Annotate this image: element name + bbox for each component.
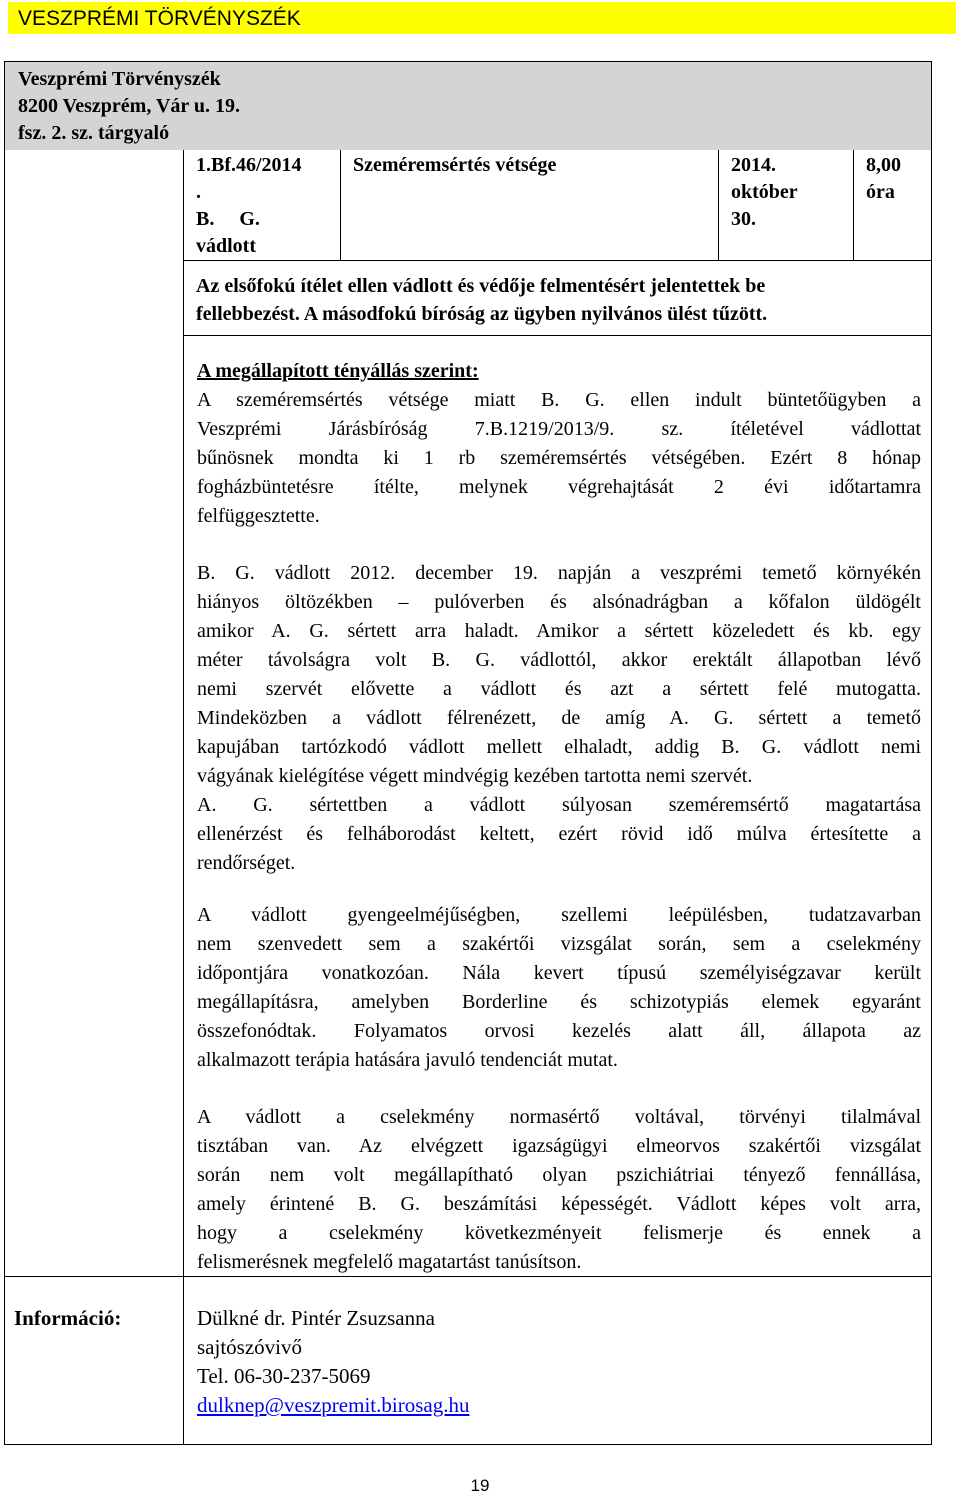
facts-paragraph-1: A szeméremsértés vétsége miatt B. G. ellen indult büntetőügyben a Veszprémi Járásbíróság 7.B.1219/2013/9. sz. ítéletével vádlottat bűnösnek mondta ki 1 rb szeméremsértés vétségében. Ezért 8 hónap fogházbüntetésre ítélte, melynek végrehajtását 2 évi időtartamra felfüggesztette. xyxy=(197,389,921,527)
appeal-text: Az elsőfokú ítélet ellen vádlott és védője felmentésért jelentettek be fellebbezést. A másodfokú bíróság az ügyben nyilvános ülést tűzött. xyxy=(196,275,768,325)
contact-block xyxy=(197,1304,469,1420)
facts-paragraph-4: A vádlott a cselekmény normasértő voltával, törvényi tilalmával tisztában van. Az elvégzett igazságügyi elmeorvos szakértői vizsgálat során nem volt megállapítható olyan pszichiátriai tényező fennállása, amely érintené B. G. beszámítási képességét. Vádlott képes volt arra, hogy a cselekmény következményeit felismerje és ennek a felismerésnek megfelelő magatartást tanúsítson. xyxy=(197,1106,921,1273)
contact-phone: Tel. 06-30-237-5069 xyxy=(197,1364,371,1388)
contact-role: sajtószóvivő xyxy=(197,1335,302,1359)
column-divider xyxy=(340,150,341,260)
row-divider xyxy=(183,335,931,336)
facts-paragraph-2: B. G. vádlott 2012. december 19. napján a veszprémi temető környékén hiányos öltözékben – pulóverben és alsónadrágban a kőfalon üldögélt amikor A. G. sértett arra haladt. Amikor a sértett közeledett és kb. egy méter távolságra volt B. G. vádlottól, akkor erektált állapotban lévő nemi szervét elővette a vádlott és azt a sértett felé mutogatta. Mindeközben a vádlott félrenézett, de amíg A. G. sértett a temető kapujában tartózkodó vádlott mellett elhaladt, addig B. G. vádlott nemi vágyának kielégítése végett mindvégig kezében tartotta nemi szervét. A. G. sértettben a vádlott súlyosan szeméremsértő magatartása ellenérzést és felháborodást keltett, ezért rövid idő múlva értesítette a rendőrséget. xyxy=(197,562,921,874)
court-header xyxy=(5,62,931,150)
case-number: 1.Bf.46/2014 . B. G. vádlott xyxy=(196,154,302,257)
contact-name: Dülkné dr. Pintér Zsuzsanna xyxy=(197,1306,435,1330)
column-divider xyxy=(183,150,184,1445)
facts-section xyxy=(197,357,921,531)
court-name: Veszprémi Törvényszék xyxy=(18,68,221,90)
page-number: 19 xyxy=(470,1476,490,1495)
row-divider xyxy=(183,260,931,261)
contact-email-link[interactable]: dulknep@veszpremit.birosag.hu xyxy=(197,1393,470,1417)
column-divider xyxy=(853,150,854,260)
hearing-time: 8,00 óra xyxy=(866,154,901,203)
info-label: Információ: xyxy=(14,1306,122,1330)
court-room: fsz. 2. sz. tárgyaló xyxy=(18,122,170,144)
offense: Szeméremsértés vétsége xyxy=(353,154,557,176)
hearing-date: 2014. október 30. xyxy=(731,154,798,230)
court-address: 8200 Veszprém, Vár u. 19. xyxy=(18,95,241,117)
facts-heading: A megállapított tényállás szerint: xyxy=(197,360,479,382)
banner-title: VESZPRÉMI TÖRVÉNYSZÉK xyxy=(18,7,301,30)
facts-paragraph-3: A vádlott gyengeelméjűségben, szellemi leépülésben, tudatzavarban nem szenvedett sem a szakértői vizsgálat során, sem a cselekmény időpontjára vonatkozóan. Nála kevert típusú személyiségzavar került megállapításra, amelyben Borderline és schizotypiás elemek egyaránt összefonódtak. Folyamatos orvosi kezelés alatt áll, állapota az alkalmazott terápia hatására javuló tendenciát mutat. xyxy=(197,904,921,1071)
column-divider xyxy=(718,150,719,260)
page-banner xyxy=(8,2,956,34)
